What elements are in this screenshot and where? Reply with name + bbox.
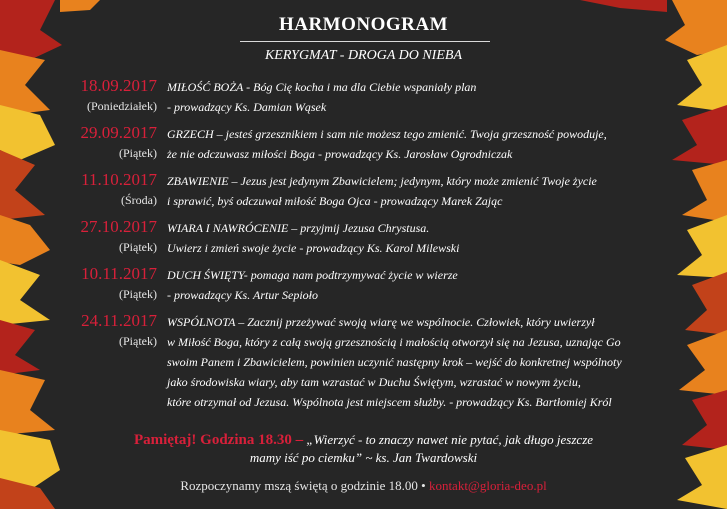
entry-description-line: WSPÓLNOTA – Zacznij przeżywać swoją wiarę we wspólnocie. Człowiek, który uwierzył <box>167 315 595 329</box>
entry-date: 27.10.2017 <box>80 217 157 236</box>
entry-description-line: w Miłość Boga, który z całą swoją grzesznością i małością otworzył się na Jezusa, uznając Go <box>167 335 621 349</box>
entry-description-line: i sprawić, byś odczuwał miłość Boga Ojca - prowadzący Marek Zając <box>167 194 503 208</box>
footer-text: Rozpoczynamy mszą świętą o godzinie 18.00 <box>180 478 418 493</box>
reminder-label: Pamiętaj! Godzina 18.30 – <box>133 432 304 448</box>
autumn-leaves-top-decoration <box>60 0 667 12</box>
entry-date: 24.11.2017 <box>81 311 157 330</box>
schedule-entry <box>60 170 650 211</box>
schedule-list <box>60 76 650 418</box>
entry-description-line: WIARA I NAWRÓCENIE – przyjmij Jezusa Chrystusa. <box>167 221 430 235</box>
schedule-entry <box>60 76 650 117</box>
schedule-entry <box>60 264 650 305</box>
entry-day: (Piątek) <box>119 146 157 160</box>
entry-description-line: DUCH ŚWIĘTY- pomaga nam podtrzymywać życie w wierze <box>167 268 458 282</box>
contact-email-link[interactable]: kontakt@gloria-deo.pl <box>428 478 547 493</box>
page-subtitle: KERYGMAT - DROGA DO NIEBA <box>264 48 463 63</box>
schedule-entry <box>60 311 650 412</box>
entry-description-line: - prowadzący Ks. Artur Sepioło <box>167 288 319 302</box>
entry-description-line: Uwierz i zmień swoje życie - prowadzący Ks. Karol Milewski <box>167 241 460 255</box>
entry-day: (Piątek) <box>119 334 157 348</box>
entry-description-line: GRZECH – jesteś grzesznikiem i sam nie możesz tego zmienić. Twoja grzeszność powoduje, <box>167 127 607 141</box>
entry-description-line: jako środowiska wiary, aby tam wzrastać w Duchu Świętym, wzrastać w nowym życiu, <box>167 375 581 389</box>
schedule-entry <box>60 217 650 258</box>
entry-description-line: ZBAWIENIE – Jezus jest jedynym Zbawicielem; jedynym, który może zmienić Twoje życie <box>167 174 597 188</box>
entry-day: (Piątek) <box>119 240 157 254</box>
title-divider <box>240 41 490 42</box>
footer <box>0 478 727 494</box>
reminder-quote <box>0 431 727 467</box>
entry-date: 18.09.2017 <box>80 76 157 95</box>
entry-date: 29.09.2017 <box>80 123 157 142</box>
entry-date: 11.10.2017 <box>81 170 157 189</box>
entry-day: (Poniedziałek) <box>87 99 157 113</box>
entry-description-line: że nie odczuwasz miłości Boga - prowadzący Ks. Jarosław Ogrodniczak <box>167 147 513 161</box>
quote-line: mamy iść po ciemku” ~ ks. Jan Twardowski <box>249 450 478 465</box>
schedule-entry <box>60 123 650 164</box>
entry-description-line: MIŁOŚĆ BOŻA - Bóg Cię kocha i ma dla Ciebie wspaniały plan <box>167 80 477 94</box>
entry-day: (Środa) <box>121 193 157 207</box>
quote-line: „Wierzyć - to znaczy nawet nie pytać, jak długo jeszcze <box>306 432 594 447</box>
page-title: HARMONOGRAM <box>278 14 449 35</box>
entry-date: 10.11.2017 <box>81 264 157 283</box>
entry-description-line: swoim Panem i Zbawicielem, powinien uczynić następny krok – wejść do konkretnej wspólnoty <box>167 355 622 369</box>
entry-description-line: które otrzymał od Jezusa. Wspólnota jest miejscem służby. - prowadzący Ks. Bartłomiej Król <box>167 395 612 409</box>
entry-description-line: - prowadzący Ks. Damian Wąsek <box>167 100 327 114</box>
footer-bullet: • <box>421 478 426 493</box>
entry-day: (Piątek) <box>119 287 157 301</box>
